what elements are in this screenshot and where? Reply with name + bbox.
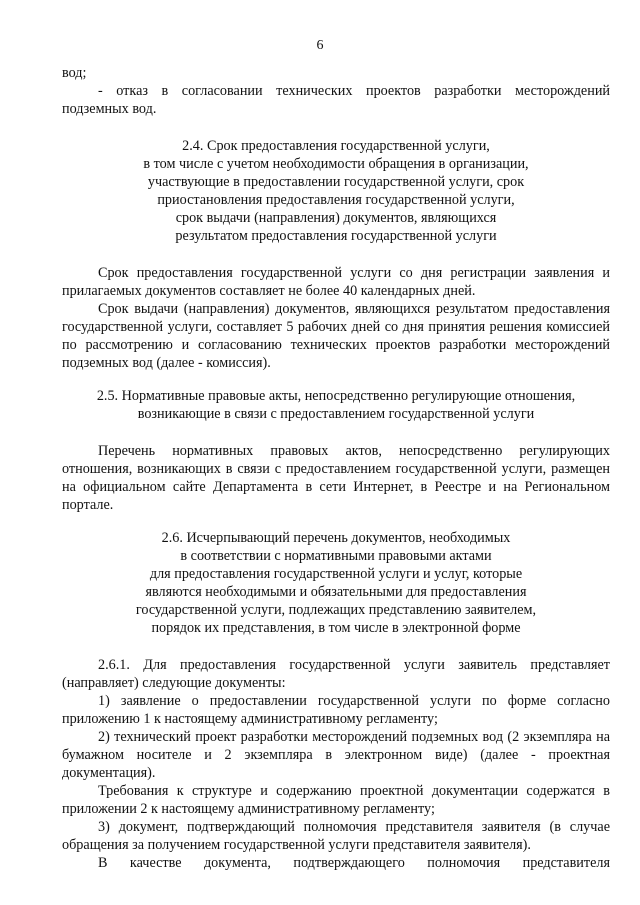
- paragraph-representative: В качестве документа, подтверждающего полномочия представителя: [98, 855, 610, 871]
- heading-line: в том числе с учетом необходимости обращения в организации,: [143, 156, 529, 172]
- paragraph-refusal-item: - отказ в согласовании технических проектов разработки месторождений подземных вод.: [62, 83, 610, 117]
- paragraph-2-6-1: 2.6.1. Для предоставления государственной услуги заявитель представляет (направляет) следующие документы:: [62, 657, 610, 691]
- paragraph-legal-acts: Перечень нормативных правовых актов, непосредственно регулирующих отношения, возникающих в связи с предоставлением государственной услуги, размещен на официальном сайте Департамента в сети Интернет, в Реестре и на Региональном портале.: [62, 443, 610, 513]
- heading-line: приостановления предоставления государственной услуги,: [157, 192, 515, 208]
- paragraph-issue-term: Срок выдачи (направления) документов, являющихся результатом предоставления государственной услуги, составляет 5 рабочих дней со дня принятия решения комиссией по рассмотрению и согласованию технических проектов разработки месторождений подземных вод (далее - комиссия).: [62, 301, 610, 371]
- section-heading-2-4: [62, 137, 610, 245]
- heading-line: в соответствии с нормативными правовыми актами: [180, 548, 492, 564]
- heading-line: государственной услуги, подлежащих представлению заявителем,: [135, 602, 537, 618]
- section-heading-2-5: [62, 387, 610, 423]
- paragraph-requirements: Требования к структуре и содержанию проектной документации содержатся в приложении 2 к настоящему административному регламенту;: [62, 783, 610, 817]
- paragraph-term: Срок предоставления государственной услуги со дня регистрации заявления и прилагаемых документов составляет не более 40 календарных дней.: [62, 265, 610, 299]
- heading-line: являются необходимыми и обязательными для предоставления: [145, 584, 527, 600]
- page-number: 6: [316, 38, 324, 53]
- list-item-3: 3) документ, подтверждающий полномочия представителя заявителя (в случае обращения за получением государственной услуги представителя заявителя).: [62, 819, 610, 853]
- heading-line: участвующие в предоставлении государственной услуги, срок: [147, 174, 525, 190]
- heading-line: срок выдачи (направления) документов, являющихся: [175, 210, 497, 226]
- heading-line: результатом предоставления государственной услуги: [175, 228, 497, 244]
- heading-line: порядок их представления, в том числе в электронной форме: [151, 620, 521, 636]
- heading-line: 2.4. Срок предоставления государственной услуги,: [182, 138, 490, 154]
- heading-line: 2.6. Исчерпывающий перечень документов, необходимых: [161, 530, 511, 546]
- heading-line: возникающие в связи с предоставлением государственной услуги: [137, 406, 535, 422]
- heading-line: для предоставления государственной услуги и услуг, которые: [149, 566, 523, 582]
- document-body: [62, 64, 610, 872]
- list-item-1: 1) заявление о предоставлении государственной услуги по форме согласно приложению 1 к настоящему административному регламенту;: [62, 693, 610, 727]
- heading-line: 2.5. Нормативные правовые акты, непосредственно регулирующие отношения,: [96, 388, 576, 404]
- paragraph-continuation: вод;: [62, 65, 87, 81]
- list-item-2: 2) технический проект разработки месторождений подземных вод (2 экземпляра на бумажном носителе и 2 экземпляра в электронном виде) (далее - проектная документация).: [62, 729, 610, 781]
- section-heading-2-6: [62, 529, 610, 637]
